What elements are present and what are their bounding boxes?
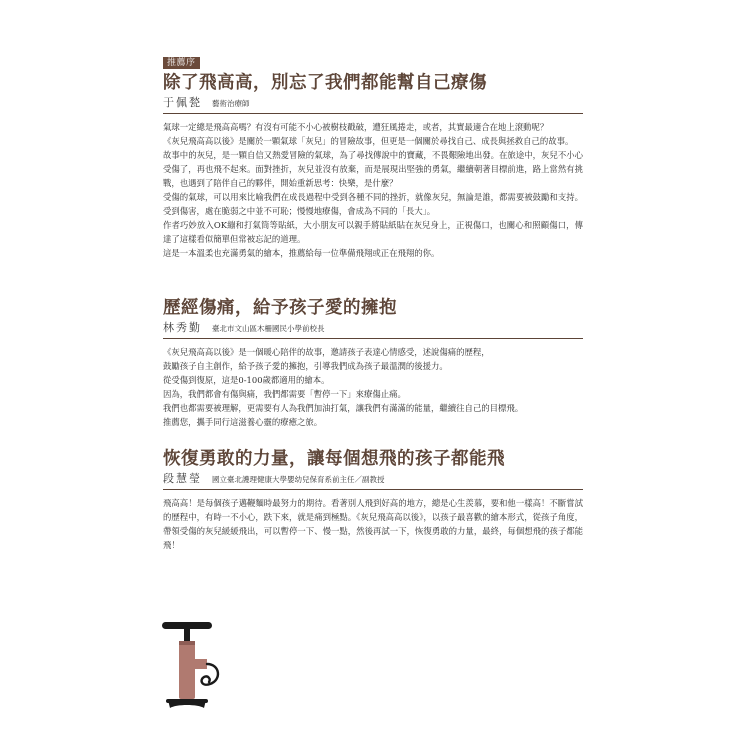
paragraph: 氣球一定總是飛高高嗎？有沒有可能不小心被樹枝戳破，遭狂風捲走，或者，其實最適合在地上滾動呢？ (163, 122, 549, 132)
paragraph: 鼓勵孩子自主創作，給予孩子愛的擁抱，引導我們成為孩子最溫潤的後援力。 (163, 361, 448, 371)
paragraph: 推薦您，攜手同行這滋養心靈的療癒之旅。 (163, 417, 323, 427)
paragraph: 我們也都需要被理解，更需要有人為我們加油打氣，讓我們有滿滿的能量，繼續往自己的目標飛。 (163, 403, 524, 413)
paragraph: 飛高高！是每個孩子邁鞭麵時最努力的期待。看著別人飛到好高的地方，總是心生羨慕，要和他一樣高！不斷嘗試的歷程中，有時一不小心，跌下來，就是痛到極點。《灰兒飛高高以後》，以孩子最喜歡的繪本形式，從孩子角度，帶領受傷的灰兒緩緩飛出，可以暫停一下、慢一點，然後再試一下，恢復勇敢的力量，最終，每個想飛的孩子都能飛！ (163, 498, 583, 550)
paragraph: 從受傷到復原，這是0-100歲都適用的繪本。 (163, 375, 330, 385)
byline (163, 94, 583, 114)
section-title: 恢復勇敢的力量，讓每個想飛的孩子都能飛 (163, 449, 505, 469)
paragraph: 《灰兒飛高高以後》是一個暖心陪伴的故事，邀請孩子表達心情感受，述說傷痛的歷程， (163, 347, 490, 357)
paragraph: 這是一本溫柔也充滿勇氣的繪本，推薦給每一位準備飛翔或正在飛翔的你。 (163, 248, 440, 258)
section-title: 歷經傷痛，給予孩子愛的擁抱 (163, 298, 397, 318)
paragraph: 作者巧妙放入OK繃和打氣筒等貼紙，大小朋友可以親手將貼紙貼在灰兒身上，正視傷口，也關心和照顧傷口，傳達了這樣看似簡單但常被忘記的道理。 (163, 220, 583, 244)
paragraph: 故事中的灰兒，是一顆自信又熱愛冒險的氣球，為了尋找傳說中的寶藏，不畏艱險地出發。在旅途中，灰兒不小心受傷了，再也飛不起來。面對挫折，灰兒並沒有放棄，而是展現出堅強的勇氣，繼續朝著目標前進，路上當然有挑戰，也遇到了陪伴自己的夥伴，開始重新思考：快樂，是什麼？ (163, 150, 583, 188)
paragraph: 因為，我們都會有傷與痛，我們都需要「暫停一下」來療傷止痛。 (163, 389, 406, 399)
author-name: 于佩甃 (163, 96, 202, 109)
preface-section-3 (163, 448, 583, 552)
author-name: 林秀勤 (163, 321, 202, 334)
preface-tag: 推薦序 (163, 57, 200, 69)
paragraph: 受傷的氣球，可以用來比喻我們在成長過程中受到各種不同的挫折，就像灰兒，無論是誰，都需要被鼓勵和支持。受到傷害，處在脆弱之中並不可恥；慢慢地療傷，會成為不同的「長大」。 (163, 192, 583, 216)
author-role: 臺北市文山區木柵國民小學前校長 (212, 324, 325, 333)
author-name: 段慧瑩 (163, 472, 202, 485)
byline (163, 470, 583, 490)
bicycle-pump-icon (158, 614, 228, 714)
author-role: 國立臺北護理健康大學嬰幼兒保育系前主任／副教授 (212, 475, 385, 484)
byline (163, 319, 583, 339)
author-role: 藝術治療師 (212, 99, 250, 108)
preface-section-2 (163, 297, 583, 429)
paragraph: 《灰兒飛高高以後》是關於一顆氣球「灰兒」的冒險故事，但更是一個關於尋找自己、成長與拯救自己的故事。 (163, 136, 574, 146)
section-title: 除了飛高高，別忘了我們都能幫自己療傷 (163, 73, 487, 93)
preface-section-1 (163, 72, 583, 260)
